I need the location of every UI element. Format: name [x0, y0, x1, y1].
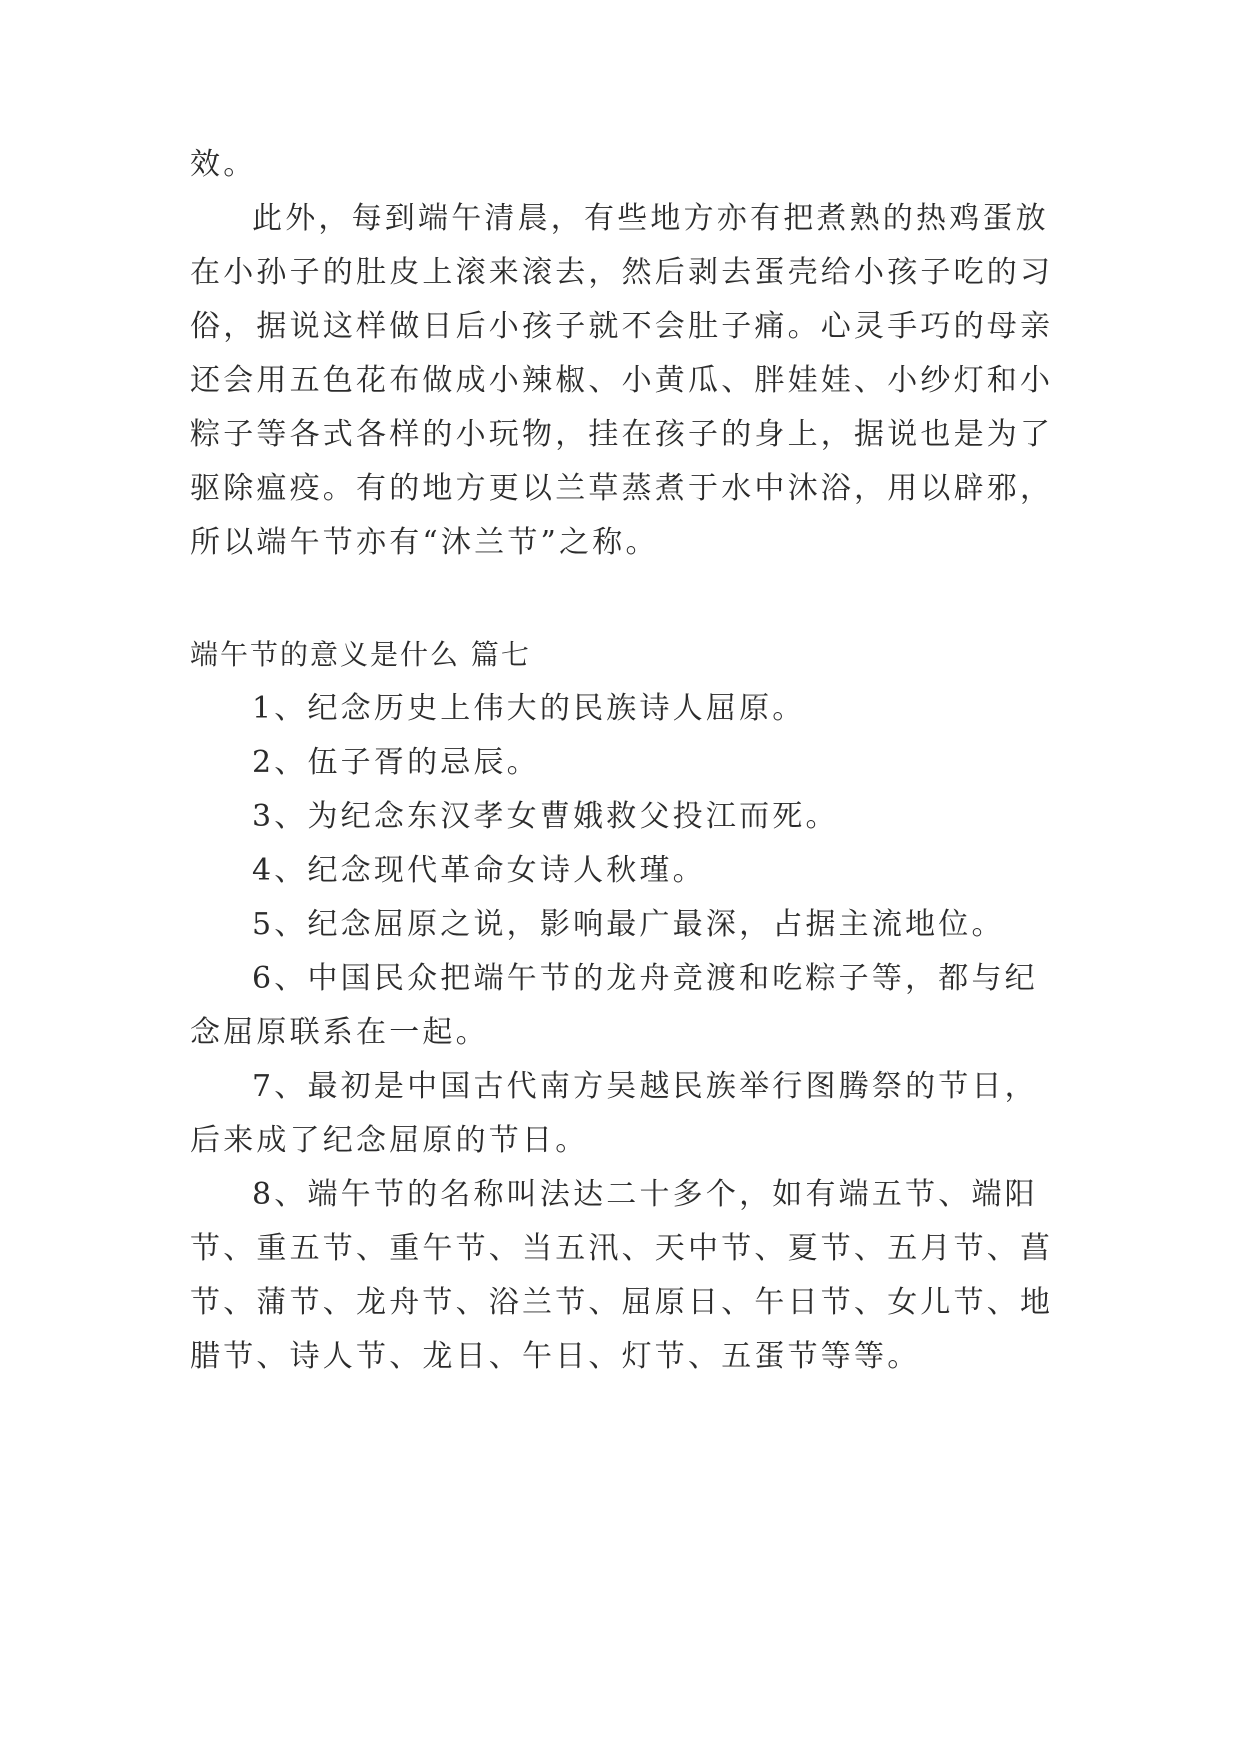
paragraph-line: 此外，每到端午清晨，有些地方亦有把煮熟的热鸡蛋放 — [252, 201, 1049, 236]
list-item-continuation: 腊节、诗人节、龙日、午日、灯节、五蛋节等等。 — [190, 1339, 921, 1374]
list-item: 1、纪念历史上伟大的民族诗人屈原。 — [252, 691, 806, 726]
list-item: 2、伍子胥的忌辰。 — [252, 745, 540, 780]
paragraph-line: 驱除瘟疫。有的地方更以兰草蒸煮于水中沐浴，用以辟邪， — [190, 471, 1054, 506]
list-item: 7、最初是中国古代南方吴越民族举行图腾祭的节日， — [252, 1069, 1038, 1104]
list-item-continuation: 节、重五节、重午节、当五汛、天中节、夏节、五月节、菖 — [190, 1231, 1054, 1266]
section-heading: 端午节的意义是什么 篇七 — [190, 638, 531, 671]
paragraph-line: 粽子等各式各样的小玩物，挂在孩子的身上，据说也是为了 — [190, 417, 1054, 452]
paragraph-line: 俗，据说这样做日后小孩子就不会肚子痛。心灵手巧的母亲 — [190, 309, 1054, 344]
list-item-continuation: 节、蒲节、龙舟节、浴兰节、屈原日、午日节、女儿节、地 — [190, 1285, 1054, 1320]
list-item-continuation: 后来成了纪念屈原的节日。 — [190, 1123, 589, 1158]
list-item: 8、端午节的名称叫法达二十多个，如有端五节、端阳 — [252, 1177, 1038, 1212]
list-item-continuation: 念屈原联系在一起。 — [190, 1015, 489, 1050]
list-item: 5、纪念屈原之说，影响最广最深，占据主流地位。 — [252, 907, 1005, 942]
paragraph-line: 在小孙子的肚皮上滚来滚去，然后剥去蛋壳给小孩子吃的习 — [190, 255, 1054, 290]
list-item: 6、中国民众把端午节的龙舟竞渡和吃粽子等，都与纪 — [252, 961, 1038, 996]
list-item: 3、为纪念东汉孝女曹娥救父投江而死。 — [252, 799, 839, 834]
paragraph-line: 所以端午节亦有“沐兰节”之称。 — [190, 525, 659, 560]
paragraph-line: 效。 — [190, 147, 257, 182]
list-item: 4、纪念现代革命女诗人秋瑾。 — [252, 853, 706, 888]
paragraph-line: 还会用五色花布做成小辣椒、小黄瓜、胖娃娃、小纱灯和小 — [190, 363, 1054, 398]
